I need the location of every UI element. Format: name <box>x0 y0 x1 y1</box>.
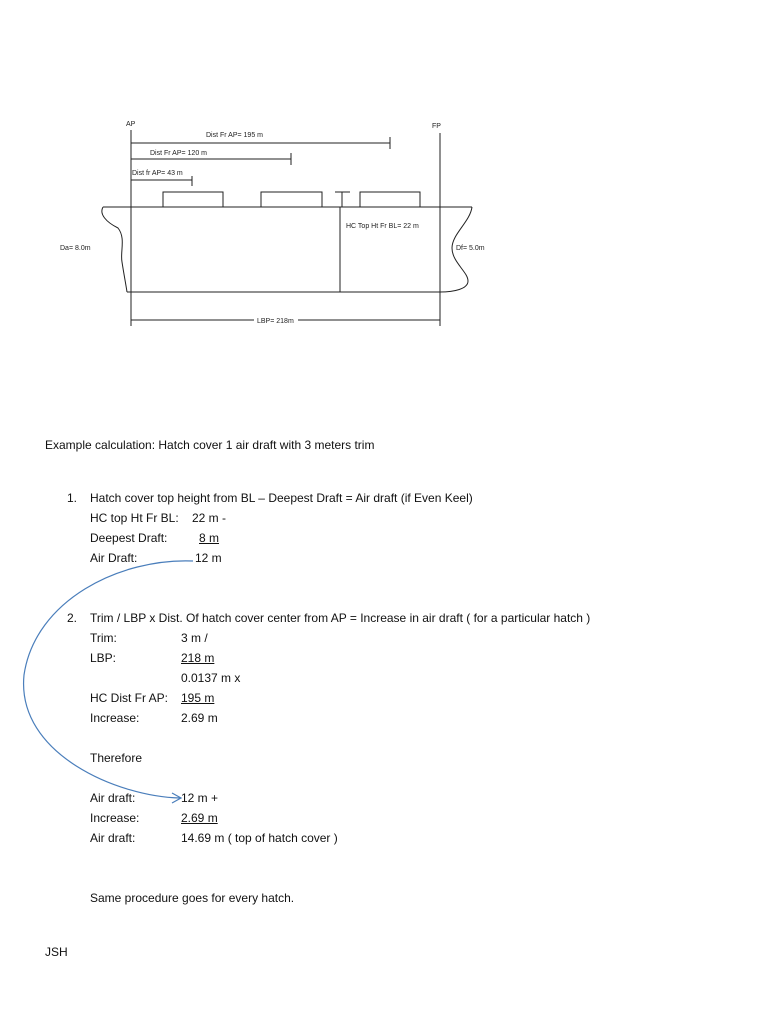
step-2-label-trim: Trim: <box>90 631 117 645</box>
step-2-value-increase: 2.69 m <box>181 711 218 725</box>
step-2-label-increase: Increase: <box>90 711 140 725</box>
dist-195-label: Dist Fr AP= 195 m <box>206 132 263 139</box>
result-value-final-air-draft: 14.69 m ( top of hatch cover ) <box>181 831 338 845</box>
hc-top-label: HC Top Ht Fr BL= 22 m <box>346 223 419 230</box>
signature: JSH <box>45 945 68 959</box>
fp-label: FP <box>432 123 441 130</box>
step-2-number: 2. <box>67 611 78 625</box>
step-1-number: 1. <box>67 491 78 505</box>
result-value-air-draft: 12 m + <box>181 791 219 805</box>
step-2-value-trim: 3 m / <box>181 631 208 645</box>
step-1-value-hc-top: 22 m - <box>192 511 227 525</box>
step-1-label-deepest-draft: Deepest Draft: <box>90 531 168 545</box>
step-2-title: Trim / LBP x Dist. Of hatch cover center from AP = Increase in air draft ( for a particular hatch ) <box>90 611 591 625</box>
example-heading: Example calculation: Hatch cover 1 air draft with 3 meters trim <box>45 438 375 452</box>
step-1-title: Hatch cover top height from BL – Deepest Draft = Air draft (if Even Keel) <box>90 491 473 505</box>
ship-diagram <box>0 0 768 340</box>
step-2-label-hc-dist: HC Dist Fr AP: <box>90 691 169 705</box>
hatch-cover-1 <box>163 192 223 207</box>
therefore-text: Therefore <box>90 751 143 765</box>
dist-120-label: Dist Fr AP= 120 m <box>150 150 207 157</box>
stern-outline <box>102 207 127 292</box>
result-label-increase: Increase: <box>90 811 140 825</box>
step-1-label-air-draft: Air Draft: <box>90 551 138 565</box>
lbp-label: LBP= 218m <box>257 318 294 325</box>
ap-label: AP <box>126 121 136 128</box>
hatch-cover-2 <box>261 192 322 207</box>
step-2-value-hc-dist: 195 m <box>181 691 215 705</box>
df-label: Df= 5.0m <box>456 245 485 252</box>
result-label-final-air-draft: Air draft: <box>90 831 136 845</box>
dist-43-label: Dist fr AP= 43 m <box>132 170 183 177</box>
step-2-value-lbp: 218 m <box>181 651 215 665</box>
step-1-value-deepest-draft: 8 m <box>199 531 220 545</box>
hatch-cover-3 <box>360 192 420 207</box>
step-2-label-lbp: LBP: <box>90 651 117 665</box>
result-value-increase: 2.69 m <box>181 811 218 825</box>
procedure-note: Same procedure goes for every hatch. <box>90 891 295 905</box>
step-1-label-hc-top: HC top Ht Fr BL: <box>90 511 179 525</box>
step-2-value-ratio: 0.0137 m x <box>181 671 241 685</box>
da-label: Da= 8.0m <box>60 245 91 252</box>
step-1-value-air-draft: 12 m <box>195 551 222 565</box>
result-label-air-draft: Air draft: <box>90 791 136 805</box>
